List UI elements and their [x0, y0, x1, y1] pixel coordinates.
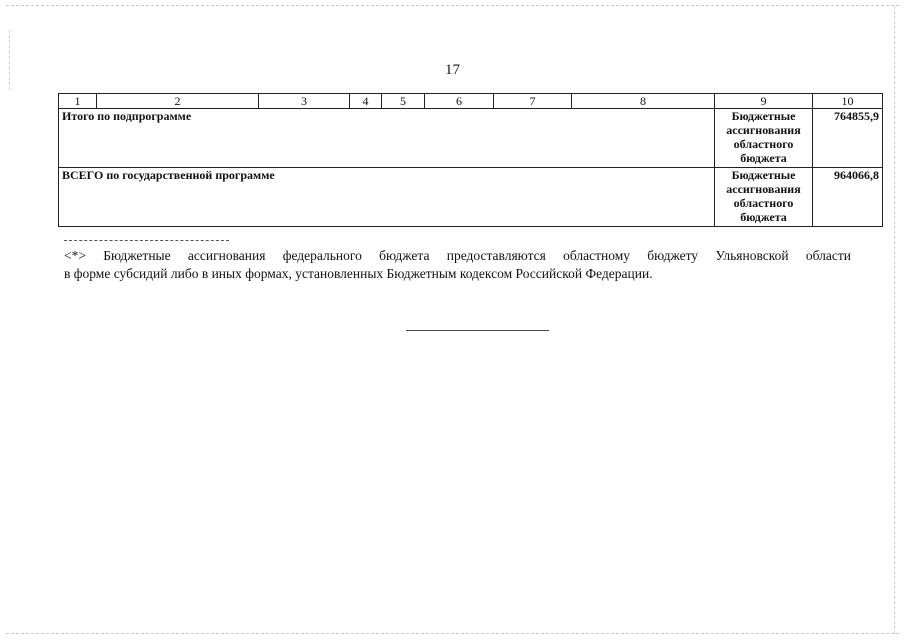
table-row: [59, 168, 883, 227]
header-cell: 2: [97, 94, 259, 109]
subprogram-total-label: Итого по подпрограмме: [59, 109, 715, 168]
footnote-separator: [64, 240, 229, 241]
header-cell: 5: [382, 94, 425, 109]
header-cell: 8: [572, 94, 715, 109]
page-edge-right: [894, 6, 895, 634]
funding-source-cell: Бюджетные ассигнования областного бюджета: [715, 168, 813, 227]
budget-table: [58, 93, 883, 227]
table-row: [59, 109, 883, 168]
footnote-line: в форме субсидий либо в иных формах, установленных Бюджетным кодексом Российской Федерации.: [64, 266, 653, 281]
header-cell: 4: [350, 94, 382, 109]
header-cell: 3: [259, 94, 350, 109]
end-of-document-rule: [406, 330, 549, 331]
header-cell: 9: [715, 94, 813, 109]
header-cell: 7: [494, 94, 572, 109]
amount-cell: 764855,9: [813, 109, 883, 168]
footnote: [64, 247, 851, 283]
funding-source-cell: Бюджетные ассигнования областного бюджета: [715, 109, 813, 168]
header-cell: 1: [59, 94, 97, 109]
page-edge-bottom: [6, 633, 899, 634]
page-edge-top: [6, 5, 899, 6]
amount-cell: 964066,8: [813, 168, 883, 227]
program-total-label: ВСЕГО по государственной программе: [59, 168, 715, 227]
page-edge-left: [9, 30, 10, 90]
page-number: 17: [445, 62, 460, 78]
header-cell: 6: [425, 94, 494, 109]
footnote-line: <*> Бюджетные ассигнования федерального бюджета предоставляются областному бюджету Ульяновской области: [64, 248, 851, 263]
table-header-row: [59, 94, 883, 109]
header-cell: 10: [813, 94, 883, 109]
